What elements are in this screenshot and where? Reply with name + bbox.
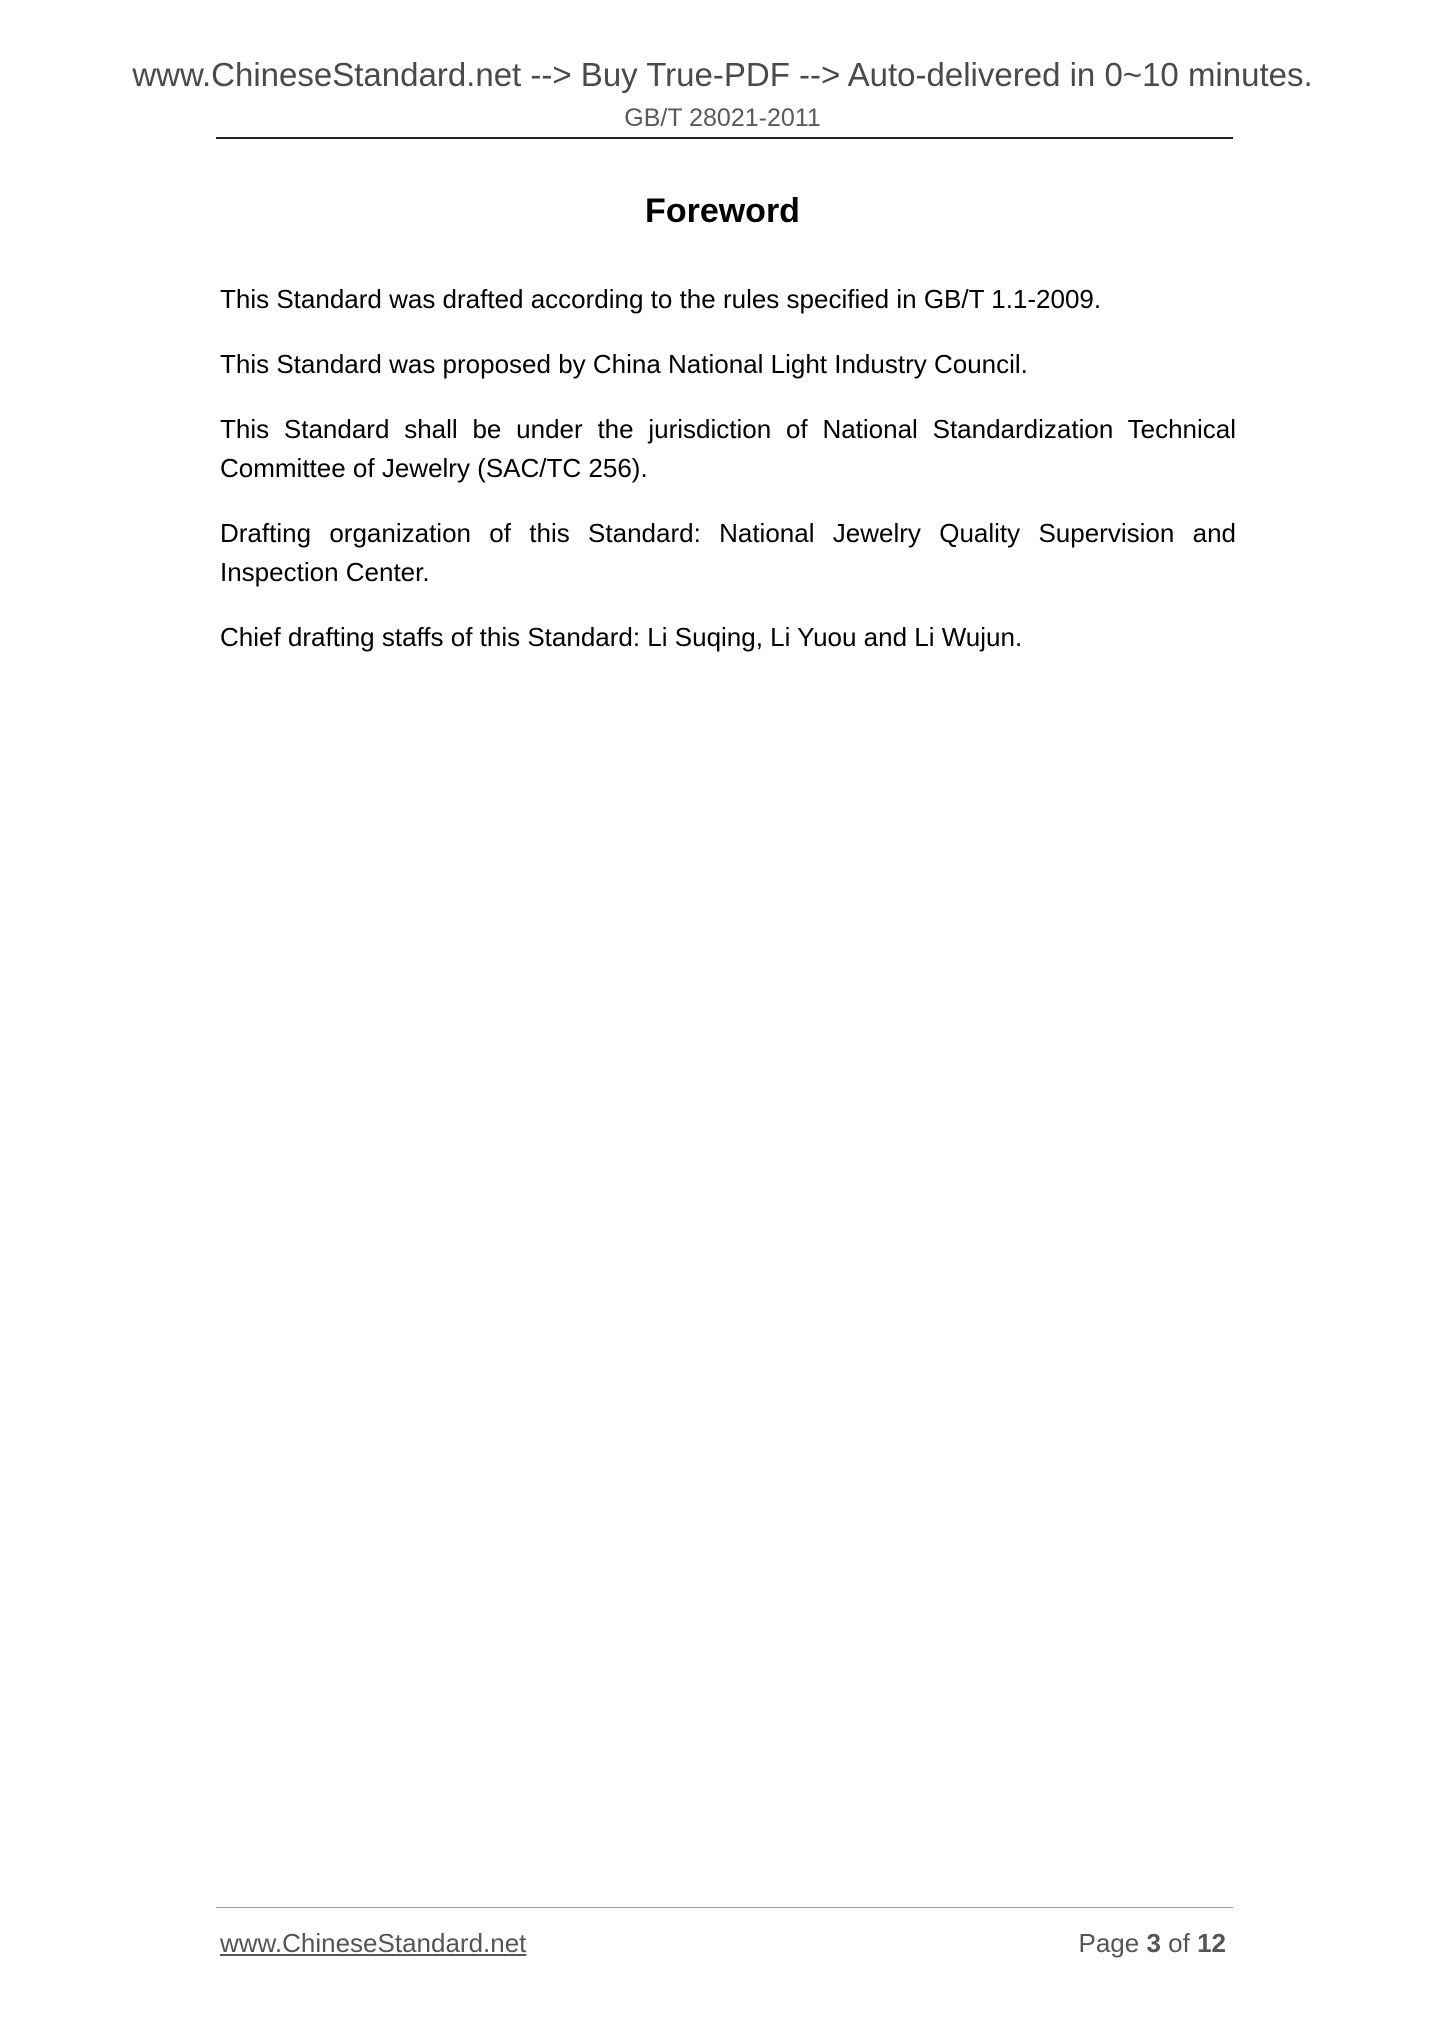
- current-page-number: 3: [1146, 1928, 1161, 1958]
- page-label: Page: [1078, 1928, 1140, 1958]
- header-divider: [216, 137, 1233, 139]
- paragraph-jurisdiction: This Standard shall be under the jurisdiction of National Standardization Technical Committee of Jewelry (SAC/TC 256).: [220, 414, 1236, 483]
- paragraph-drafting-organization: Drafting organization of this Standard: National Jewelry Quality Supervision and Inspection Center.: [220, 518, 1236, 587]
- footer-website-link[interactable]: www.ChineseStandard.net: [220, 1928, 527, 1958]
- document-code: GB/T 28021-2011: [624, 104, 821, 132]
- footer-divider: [216, 1907, 1233, 1908]
- paragraph-proposer: This Standard was proposed by China National Light Industry Council.: [220, 349, 1028, 379]
- paragraph-chief-drafters: Chief drafting staffs of this Standard: Li Suqing, Li Yuou and Li Wujun.: [220, 622, 1023, 652]
- foreword-body: [220, 280, 1236, 683]
- page-of-label: of: [1168, 1928, 1190, 1958]
- paragraph-drafting-rules: This Standard was drafted according to the rules specified in GB/T 1.1-2009.: [220, 284, 1102, 314]
- page-title: Foreword: [645, 192, 800, 230]
- total-pages-number: 12: [1197, 1928, 1226, 1958]
- page-indicator: [1078, 1928, 1226, 1959]
- header-banner: www.ChineseStandard.net --> Buy True-PDF --> Auto-delivered in 0~10 minutes.: [132, 56, 1313, 93]
